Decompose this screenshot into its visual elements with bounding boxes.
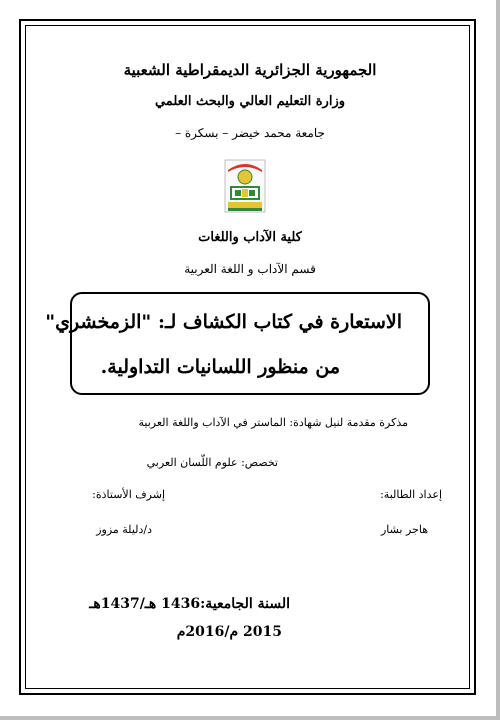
supervisor-name: د/دليلة مزوز: [96, 523, 152, 536]
degree-statement: مذكرة مقدمة لنيل شهادة: الماستر في الآداب واللغة العربية: [138, 416, 408, 429]
specialty-statement: تخصص: علوم اللّسان العربي: [146, 456, 278, 469]
supervisor-label: إشرف الأستاذة:: [92, 488, 165, 501]
page-edge-bottom: [0, 716, 500, 720]
university-name: جامعة محمد خيضر – بسكرة –: [175, 126, 325, 140]
page-edge-right: [496, 0, 500, 720]
republic-heading: الجمهورية الجزائرية الديمقراطية الشعبية: [123, 61, 377, 79]
thesis-title-line1: الاستعارة في كتاب الكشاف لـ: "الزمخشري": [45, 311, 402, 333]
student-name: هاجر بشار: [380, 523, 428, 536]
thesis-title-line2: من منظور اللسانيات التداولية.: [100, 356, 340, 378]
department-name: قسم الآداب و اللغة العربية: [184, 262, 316, 276]
academic-year-gregorian: 2015 م/2016م: [176, 624, 282, 640]
university-seal-icon: [222, 158, 268, 214]
academic-year-hijri: السنة الجامعية:1436 هـ/1437هـ: [89, 596, 290, 612]
ministry-heading: وزارة التعليم العالي والبحث العلمي: [154, 94, 346, 109]
faculty-name: كلية الآداب واللغات: [198, 230, 302, 245]
student-label: إعداد الطالبة:: [380, 488, 442, 501]
thesis-title-box: [70, 292, 430, 395]
